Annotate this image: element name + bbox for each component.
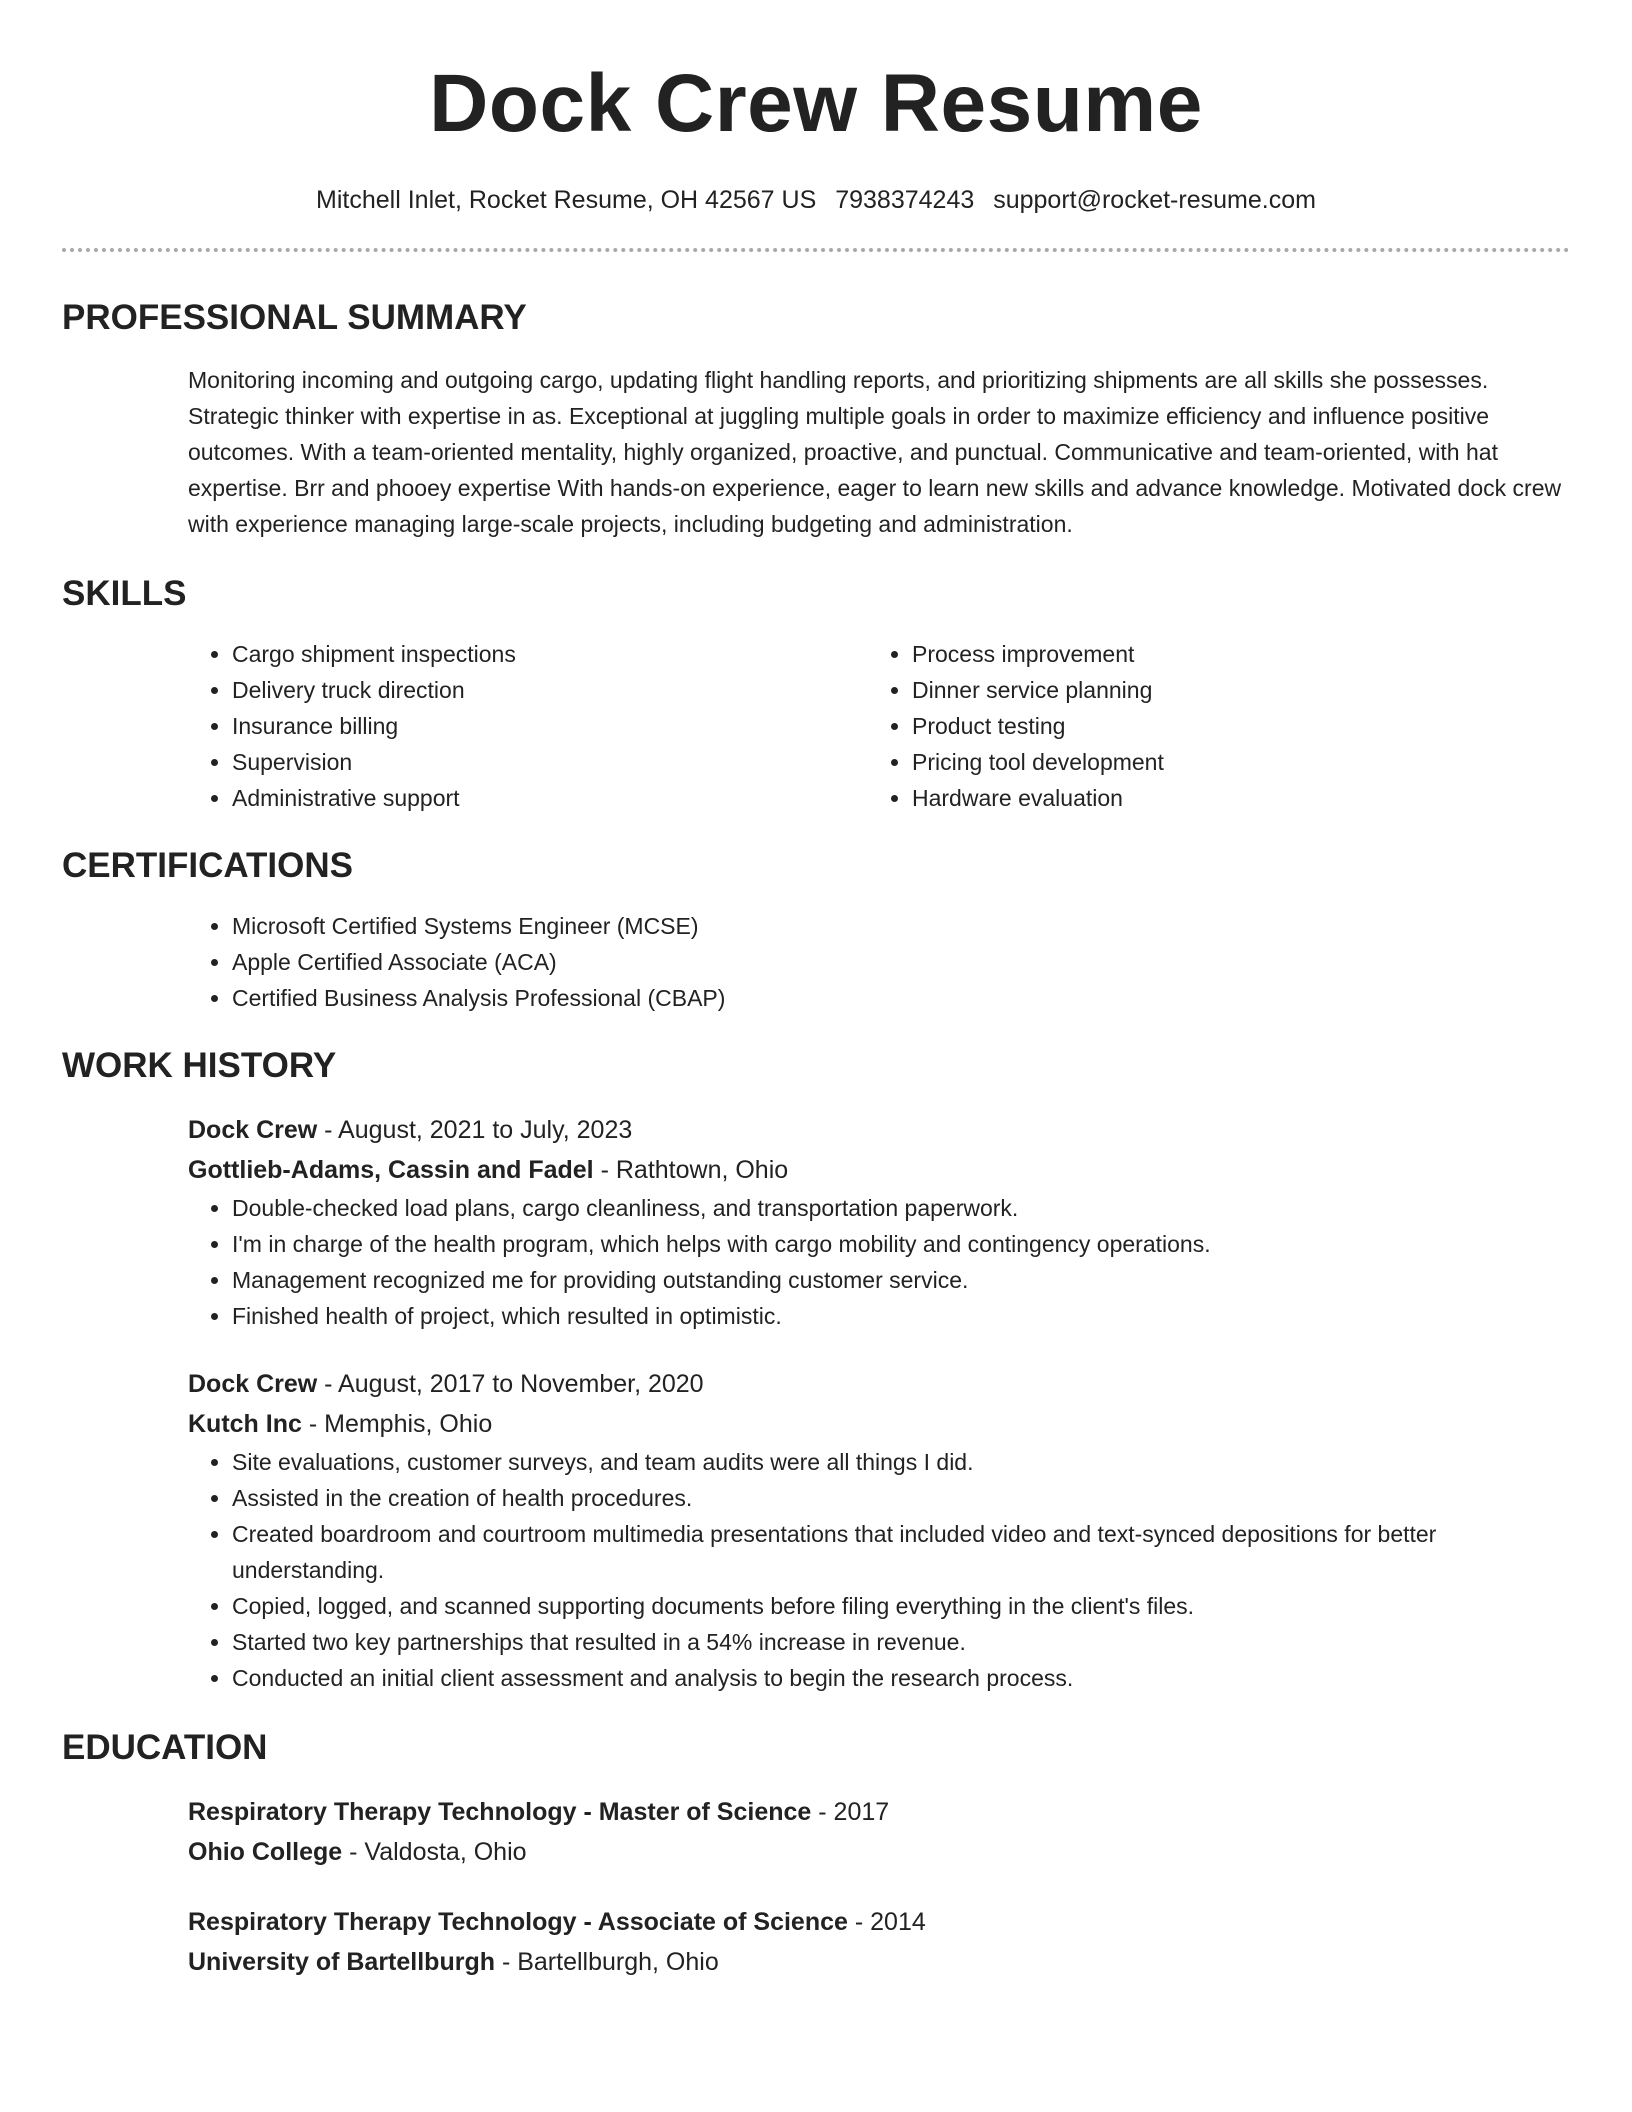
job-duty-item: • Assisted in the creation of health procedures.: [232, 1480, 1570, 1516]
job-duty-item: • Copied, logged, and scanned supporting documents before filing everything in the client's files.: [232, 1588, 1570, 1624]
skills-column-right: [868, 636, 1548, 816]
skill-item: • Pricing tool development: [912, 744, 1548, 780]
job-duty-item: • Started two key partnerships that resulted in a 54% increase in revenue.: [232, 1624, 1570, 1660]
skills-list-left: [188, 636, 868, 816]
education-entry: [188, 1792, 1570, 1872]
job-company: Gottlieb-Adams, Cassin and Fadel: [188, 1156, 594, 1184]
certification-item: • Microsoft Certified Systems Engineer (MCSE): [232, 908, 1570, 944]
contact-phone: 7938374243: [835, 186, 975, 214]
skills-grid: [188, 636, 1570, 816]
job-entry: [188, 1110, 1570, 1334]
section-title-education: EDUCATION: [62, 1728, 268, 1767]
job-duty-item: • I'm in charge of the health program, which helps with cargo mobility and contingency operations.: [232, 1226, 1570, 1262]
job-company-line: [188, 1404, 1570, 1444]
skill-item: • Product testing: [912, 708, 1548, 744]
skill-item: • Hardware evaluation: [912, 780, 1548, 816]
resume-header: [62, 0, 1570, 216]
education-degree: Respiratory Therapy Technology - Associate of Science: [188, 1908, 848, 1936]
certifications-body: [188, 908, 1570, 1016]
education-year: - 2017: [811, 1798, 890, 1826]
job-duty-item: • Site evaluations, customer surveys, and team audits were all things I did.: [232, 1444, 1570, 1480]
section-title-summary: PROFESSIONAL SUMMARY: [62, 298, 527, 337]
education-year: - 2014: [847, 1908, 926, 1936]
skills-section: [62, 572, 1570, 816]
resume-title: Dock Crew Resume: [429, 58, 1203, 149]
skills-list-right: [868, 636, 1548, 816]
contact-address: Mitchell Inlet, Rocket Resume, OH 42567 US: [316, 186, 817, 214]
header-divider: [62, 248, 1570, 252]
job-role-line: [188, 1110, 1570, 1150]
certification-item: • Apple Certified Associate (ACA): [232, 944, 1570, 980]
education-location: - Valdosta, Ohio: [342, 1838, 527, 1866]
job-dates: - August, 2021 to July, 2023: [317, 1116, 633, 1144]
job-duties-list: [188, 1190, 1570, 1334]
job-location: - Rathtown, Ohio: [593, 1156, 789, 1184]
education-entry: [188, 1902, 1570, 1982]
work-history-section: [62, 1044, 1570, 1696]
job-dates: - August, 2017 to November, 2020: [317, 1370, 704, 1398]
job-role: Dock Crew: [188, 1370, 318, 1398]
certifications-section: [62, 844, 1570, 1016]
job-duty-item: • Conducted an initial client assessment and analysis to begin the research process.: [232, 1660, 1570, 1696]
section-title-certifications: CERTIFICATIONS: [62, 846, 354, 885]
education-degree-line: [188, 1902, 1570, 1942]
education-location: - Bartellburgh, Ohio: [495, 1948, 719, 1976]
section-title-work-history: WORK HISTORY: [62, 1046, 337, 1085]
certifications-list: [188, 908, 1570, 1016]
skill-item: • Supervision: [232, 744, 868, 780]
skill-item: • Process improvement: [912, 636, 1548, 672]
education-school-line: [188, 1942, 1570, 1982]
job-role: Dock Crew: [188, 1116, 318, 1144]
summary-text: Monitoring incoming and outgoing cargo, updating flight handling reports, and prioritizing shipments are all skills she possesses. Strategic thinker with expertise in as. Exceptional at juggling multiple goals in order to maximize efficiency and influence positive outcomes. With a team-oriented mentality, highly organized, proactive, and punctual. Communicative and team-oriented, with hat expertise. Brr and phooey expertise With hands-on experience, eager to learn new skills and advance knowledge. Motivated dock crew with experience managing large-scale projects, including budgeting and administration.: [188, 367, 1562, 537]
job-duty-item: • Finished health of project, which resulted in optimistic.: [232, 1298, 1570, 1334]
education-school-line: [188, 1832, 1570, 1872]
skill-item: • Insurance billing: [232, 708, 868, 744]
section-title-skills: SKILLS: [62, 574, 187, 613]
job-company: Kutch Inc: [188, 1410, 302, 1438]
education-degree: Respiratory Therapy Technology - Master of Science: [188, 1798, 812, 1826]
education-section: [62, 1726, 1570, 1982]
job-role-line: [188, 1364, 1570, 1404]
skill-item: • Cargo shipment inspections: [232, 636, 868, 672]
contact-email: support@rocket-resume.com: [993, 186, 1316, 214]
skill-item: • Administrative support: [232, 780, 868, 816]
job-location: - Memphis, Ohio: [301, 1410, 493, 1438]
job-duty-item: • Created boardroom and courtroom multimedia presentations that included video and text-synced depositions for better understanding.: [232, 1516, 1570, 1588]
education-school: University of Bartellburgh: [188, 1948, 495, 1976]
professional-summary-section: [62, 296, 1570, 542]
education-school: Ohio College: [188, 1838, 343, 1866]
skills-column-left: [188, 636, 868, 816]
skill-item: • Delivery truck direction: [232, 672, 868, 708]
contact-line: [62, 184, 1570, 216]
job-duty-item: • Double-checked load plans, cargo cleanliness, and transportation paperwork.: [232, 1190, 1570, 1226]
job-duties-list: [188, 1444, 1570, 1696]
skill-item: • Dinner service planning: [912, 672, 1548, 708]
certification-item: • Certified Business Analysis Professional (CBAP): [232, 980, 1570, 1016]
job-company-line: [188, 1150, 1570, 1190]
job-duty-item: • Management recognized me for providing outstanding customer service.: [232, 1262, 1570, 1298]
education-degree-line: [188, 1792, 1570, 1832]
job-entry: [188, 1364, 1570, 1696]
